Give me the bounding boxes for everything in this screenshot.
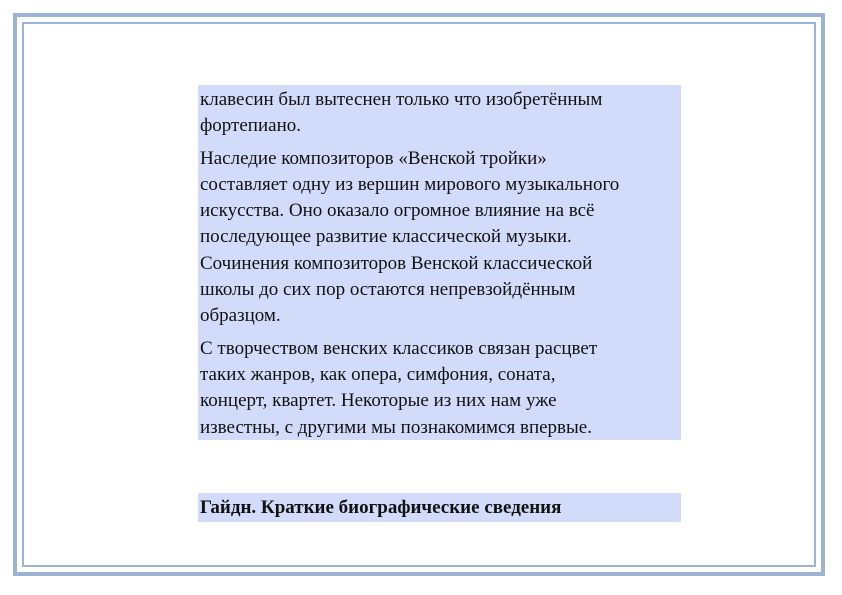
paragraph-harpsichord <box>200 87 681 140</box>
text-line: С творчеством венских классиков связан расцвет <box>200 337 598 359</box>
text-line: таких жанров, как опера, симфония, соната, <box>200 363 556 385</box>
paragraph-vienna-legacy <box>200 146 681 330</box>
text-line: известны, с другими мы познакомимся впервые. <box>200 416 592 438</box>
text-line: клавесин был вытеснен только что изобретённым <box>200 89 603 110</box>
text-line: школы до сих пор остаются непревзойдённым <box>200 279 576 301</box>
text-line: Сочинения композиторов Венской классической <box>200 252 593 274</box>
section-heading-text: Гайдн. Краткие биографические сведения <box>200 497 562 518</box>
text-line: составляет одну из вершин мирового музыкального <box>200 173 620 195</box>
text-line: Наследие композиторов «Венской тройки» <box>200 147 547 169</box>
text-line: образцом. <box>200 305 281 327</box>
paragraph-genres <box>200 336 681 441</box>
text-line: искусства. Оно оказало огромное влияние на всё <box>200 200 595 222</box>
section-heading <box>198 493 681 522</box>
body-text-block <box>198 85 681 440</box>
text-line: фортепиано. <box>200 115 301 137</box>
text-line: концерт, квартет. Некоторые из них нам уже <box>200 390 557 412</box>
text-line: последующее развитие классической музыки. <box>200 226 572 248</box>
